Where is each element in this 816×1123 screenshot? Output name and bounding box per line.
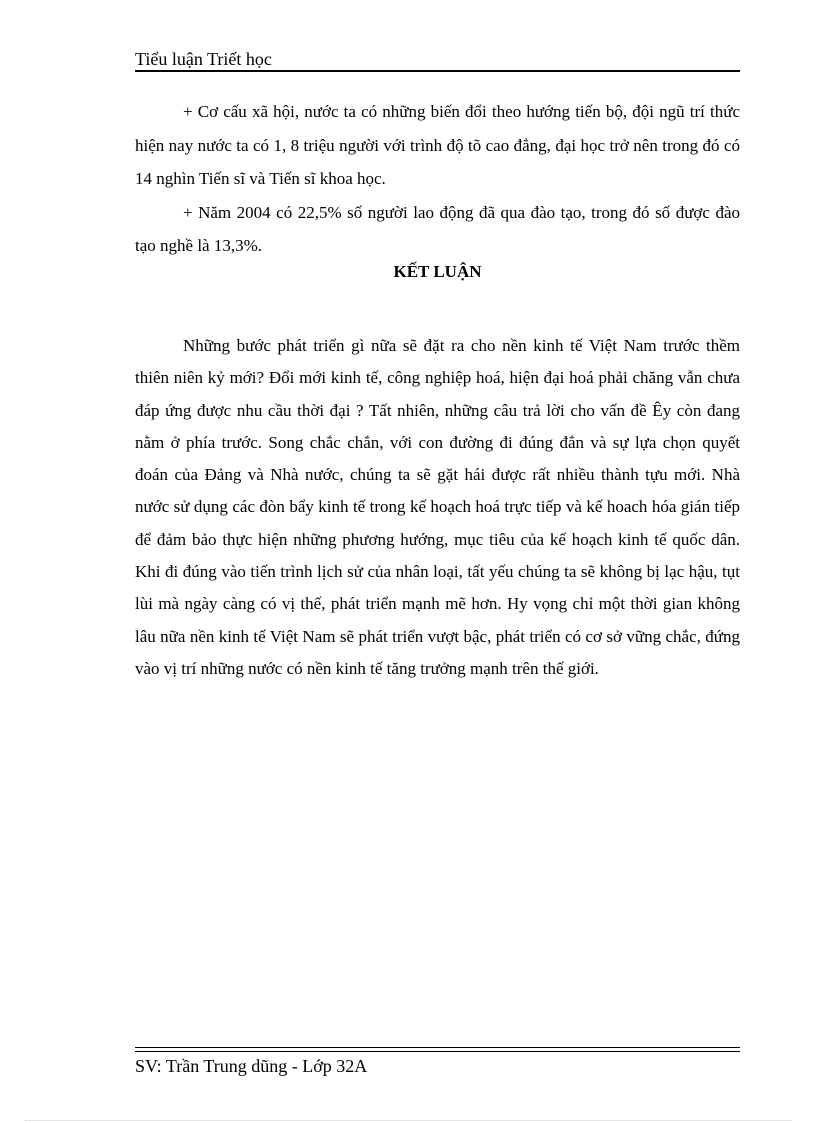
conclusion-paragraph: Những bước phát triển gì nữa sẽ đặt ra cho nền kinh tế Việt Nam trước thềm thiên niên kỷ mới? Đổi mới kinh tế, công nghiệp hoá, hiện đại hoá phải chăng vẫn chưa đáp ứng được nhu cầu thời đại ? Tất nhiên, những câu trả lời cho vấn đề Êy còn đang nằm ở phía trước. Song chắc chắn, với con đường đi đúng đắn và sự lựa chọn quyết đoán của Đảng và Nhà nước, chúng ta sẽ gặt hái được rất nhiều thành tựu mới. Nhà nước sử dụng các đòn bẩy kinh tế trong kế hoạch hoá trực tiếp và kế hoach hóa gián tiếp để đảm bảo thực hiện những phương hướng, mục tiêu của kế hoạch kinh tế quốc dân. Khi đi đúng vào tiến trình lịch sử của nhân loại, tất yếu chúng ta sẽ không bị lạc hậu, tụt lùi mà ngày càng có vị thế, phát triển mạnh mẽ hơn. Hy vọng chỉ một thời gian không lâu nữa nền kinh tế Việt Nam sẽ phát triển vượt bậc, phát triển có cơ sở vững chắc, đứng vào vị trí những nước có nền kinh tế tăng trưởng mạnh trên thế giới. bbox=[135, 336, 740, 678]
header-divider bbox=[135, 70, 740, 72]
footer-author: SV: Trần Trung dũng - Lớp 32A bbox=[135, 1056, 368, 1076]
bullet-item-social-structure: + Cơ cấu xã hội, nước ta có những biến đổi theo hướng tiến bộ, đội ngũ trí thức hiện nay nước ta có 1, 8 triệu người với trình độ tõ cao đẳng, đại học trở nên trong đó có 14 nghìn Tiến sĩ và Tiến sĩ khoa học. bbox=[135, 102, 740, 188]
conclusion-section bbox=[135, 330, 740, 685]
bullet-list bbox=[135, 95, 740, 263]
header-title: Tiểu luận Triết học bbox=[135, 49, 272, 69]
page-edge bbox=[25, 1120, 791, 1121]
footer-divider bbox=[135, 1047, 740, 1052]
conclusion-heading: KẾT LUẬN bbox=[393, 262, 482, 281]
bullet-item-labor-training: + Năm 2004 có 22,5% số người lao động đã qua đào tạo, trong đó số được đào tạo nghề là 13,3%. bbox=[135, 202, 740, 255]
